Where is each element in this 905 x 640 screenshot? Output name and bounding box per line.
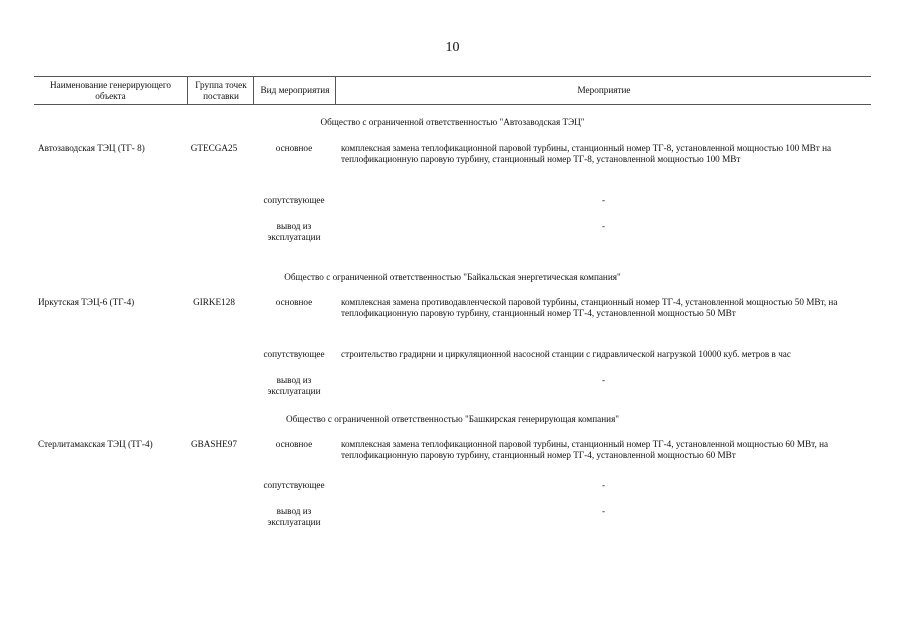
- object-name: Автозаводская ТЭЦ (ТГ- 8): [38, 143, 145, 153]
- measure-text: строительство градирни и циркуляционной насосной станции с гидравлической нагрузкой 10000 куб. метров в час: [341, 349, 791, 359]
- measure-kind: вывод из эксплуатации: [267, 375, 321, 396]
- delivery-group-code: GTECGA25: [190, 143, 238, 153]
- object-name: Иркутская ТЭЦ-6 (ТГ-4): [38, 297, 135, 307]
- header-object-name: Наименование генерирующего объекта: [50, 79, 171, 101]
- measure-kind: основное: [275, 143, 313, 153]
- measure-text: комплексная замена теплофикационной паровой турбины, станционный номер ТГ-8, установленной мощностью 100 МВт на теплофикационную паровую турбину, станционный номер ТГ-8, установленной мощностью 100 МВт: [341, 143, 832, 164]
- object-name: Стерлитамакская ТЭЦ (ТГ-4): [38, 439, 153, 449]
- table-header: [34, 76, 871, 105]
- measure-text: -: [601, 506, 606, 516]
- organization-title: Общество с ограниченной ответственностью "Башкирская генерирующая компания": [285, 414, 620, 424]
- measure-kind: основное: [275, 297, 313, 307]
- measures-table: [34, 76, 871, 527]
- delivery-group-code: GIRKE128: [193, 297, 235, 307]
- delivery-group-code: GBASHE97: [191, 439, 237, 449]
- page-number: 10: [445, 40, 460, 55]
- measure-kind: сопутствующее: [263, 480, 325, 490]
- measure-text: -: [601, 195, 606, 205]
- measure-kind: основное: [275, 439, 313, 449]
- organization-title: Общество с ограниченной ответственностью "Автозаводская ТЭЦ": [320, 117, 585, 127]
- measure-kind: сопутствующее: [263, 195, 325, 205]
- measure-text: -: [601, 375, 606, 385]
- measure-text: комплексная замена противодавленческой паровой турбины, станционный номер ТГ-4, установленной мощностью 50 МВт, на теплофикационную паровую турбину, станционный номер ТГ-4, установленной мощностью 50 МВт: [341, 297, 838, 318]
- measure-text: -: [601, 480, 606, 490]
- header-delivery-group: Группа точек поставки: [187, 77, 254, 104]
- header-measure: Мероприятие: [335, 77, 872, 104]
- measure-kind: вывод из эксплуатации: [267, 221, 321, 242]
- measure-kind: сопутствующее: [263, 349, 325, 359]
- organization-title: Общество с ограниченной ответственностью "Байкальская энергетическая компания": [284, 272, 621, 282]
- measure-text: комплексная замена теплофикационной паровой турбины, станционный номер ТГ-4, установленной мощностью 60 МВт, на теплофикационную паровую турбину, станционный номер ТГ-4, установленной мощностью 60 МВт: [341, 439, 829, 460]
- header-measure-kind: Вид мероприятия: [253, 77, 336, 104]
- measure-text: -: [601, 221, 606, 231]
- measure-kind: вывод из эксплуатации: [267, 506, 321, 527]
